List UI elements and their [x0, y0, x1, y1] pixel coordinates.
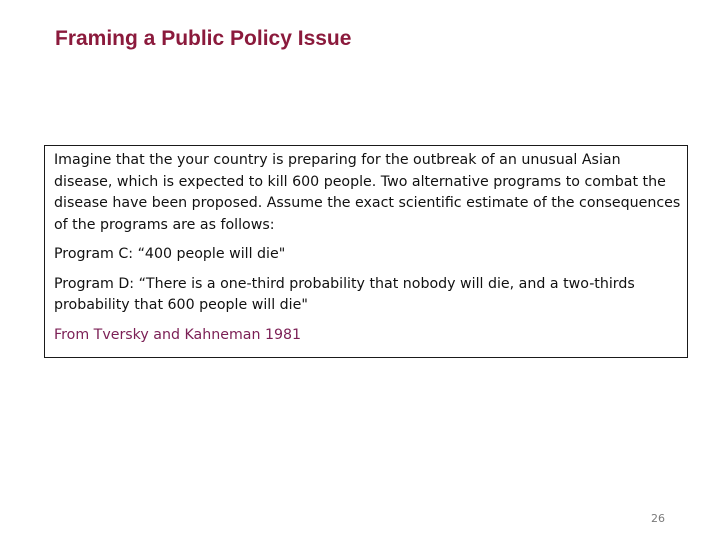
slide-title: Framing a Public Policy Issue [55, 27, 352, 50]
program-c-text: Program C: “400 people will die" [54, 246, 286, 262]
source-citation: From Tversky and Kahneman 1981 [54, 326, 302, 343]
scenario-intro: Imagine that the your country is preparing for the outbreak of an unusual Asian disease, which is expected to kill 600 people. Two alternative programs to combat the disease have been proposed. Assume the exact scientific estimate of the consequences of the programs are as follows: [54, 152, 681, 233]
program-d-text: Program D: “There is a one-third probability that nobody will die, and a two-thirds probability that 600 people will die" [54, 275, 635, 313]
page-number: 26 [651, 512, 665, 525]
scenario-box [44, 145, 688, 358]
